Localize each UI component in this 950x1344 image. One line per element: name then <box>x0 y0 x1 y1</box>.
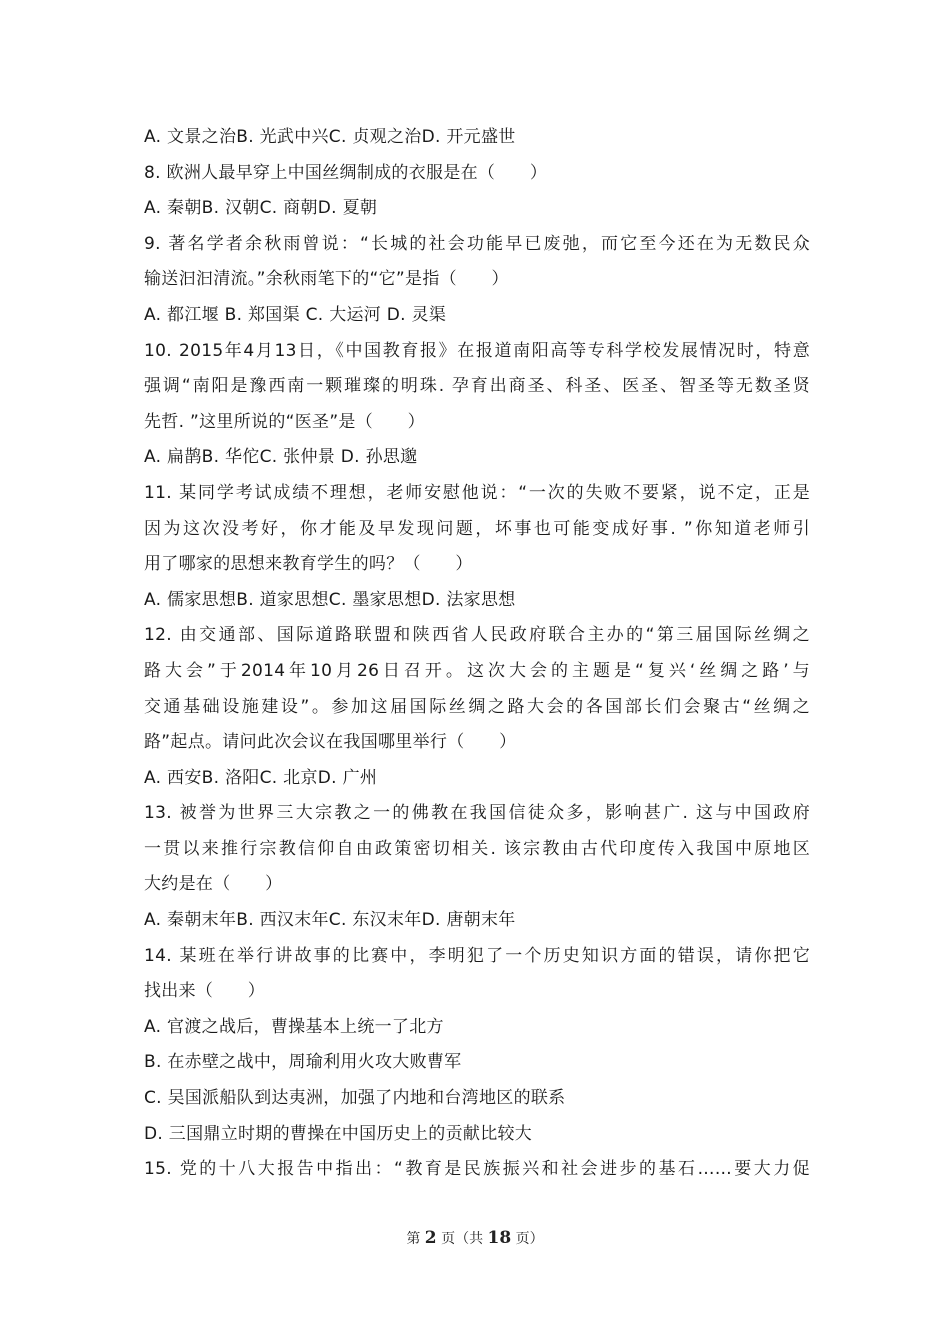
text-line: 14. 某班在举行讲故事的比赛中，李明犯了一个历史知识方面的错误，请你把它 <box>144 945 810 966</box>
text-line: B. 在赤壁之战中，周瑜利用火攻大败曹军 <box>144 1052 462 1073</box>
text-line: D. 三国鼎立时期的曹操在中国历史上的贡献比较大 <box>144 1123 533 1144</box>
footer-total-pages: 18 <box>487 1228 512 1248</box>
text-line: 13. 被誉为世界三大宗教之一的佛教在我国信徒众多，影响甚广. 这与中国政府 <box>144 803 810 824</box>
question-text-body <box>144 120 810 1188</box>
page-footer <box>0 1228 950 1248</box>
text-line: 先哲. ”这里所说的“医圣”是（ ） <box>144 411 425 432</box>
text-line: 12. 由交通部、国际道路联盟和陕西省人民政府联合主办的“第三届国际丝绸之 <box>144 625 810 646</box>
footer-suffix: 页） <box>515 1231 544 1247</box>
footer-middle: 页（共 <box>441 1231 484 1247</box>
text-line: A. 都江堰 B. 郑国渠 C. 大运河 D. 灵渠 <box>144 304 447 325</box>
text-line: 10. 2015年4月13日，《中国教育报》在报道南阳高等专科学校发展情况时，特意 <box>144 340 810 361</box>
text-line: A. 官渡之战后，曹操基本上统一了北方 <box>144 1016 444 1037</box>
text-line: 一贯以来推行宗教信仰自由政策密切相关. 该宗教由古代印度传入我国中原地区 <box>144 838 810 859</box>
footer-prefix: 第 <box>406 1231 421 1247</box>
text-line: A. 秦朝B. 汉朝C. 商朝D. 夏朝 <box>144 198 378 219</box>
text-line: A. 秦朝末年B. 西汉末年C. 东汉末年D. 唐朝末年 <box>144 910 516 931</box>
text-line: 11. 某同学考试成绩不理想，老师安慰他说：“一次的失败不要紧，说不定，正是 <box>144 482 810 503</box>
text-line: A. 儒家思想B. 道家思想C. 墨家思想D. 法家思想 <box>144 589 516 610</box>
text-line: 找出来（ ） <box>144 981 266 1002</box>
text-line: 15. 党的十八大报告中指出：“教育是民族振兴和社会进步的基石……要大力促 <box>144 1159 810 1180</box>
text-line: A. 文景之治B. 光武中兴C. 贞观之治D. 开元盛世 <box>144 127 516 147</box>
text-line: 9. 著名学者余秋雨曾说：“长城的社会功能早已废弛，而它至今还在为无数民众 <box>144 233 810 254</box>
text-line: 因为这次没考好，你才能及早发现问题，坏事也可能变成好事. ”你知道老师引 <box>144 518 810 539</box>
text-line: A. 西安B. 洛阳C. 北京D. 广州 <box>144 767 378 788</box>
text-line: 用了哪家的思想来教育学生的吗？（ ） <box>144 554 473 575</box>
text-line: A. 扁鹊B. 华佗C. 张仲景 D. 孙思邈 <box>144 447 418 468</box>
text-line: 输送汩汩清流。”余秋雨笔下的“它”是指（ ） <box>144 269 509 290</box>
footer-page-number: 2 <box>424 1228 437 1248</box>
text-line: 交通基础设施建设”。参加这届国际丝绸之路大会的各国部长们会聚古“丝绸之 <box>144 696 810 717</box>
text-line: 大约是在（ ） <box>144 874 283 895</box>
text-line: 8. 欧洲人最早穿上中国丝绸制成的衣服是在（ ） <box>144 162 548 183</box>
text-line: 路大会”于2014年10月26日召开。这次大会的主题是“复兴‘丝绸之路’与 <box>144 660 810 681</box>
text-line: C. 吴国派船队到达夷洲，加强了内地和台湾地区的联系 <box>144 1088 566 1109</box>
text-line: 强调“南阳是豫西南一颗璀璨的明珠. 孕育出商圣、科圣、医圣、智圣等无数圣贤 <box>144 376 810 397</box>
text-line: 路”起点。请问此次会议在我国哪里举行（ ） <box>144 732 517 753</box>
